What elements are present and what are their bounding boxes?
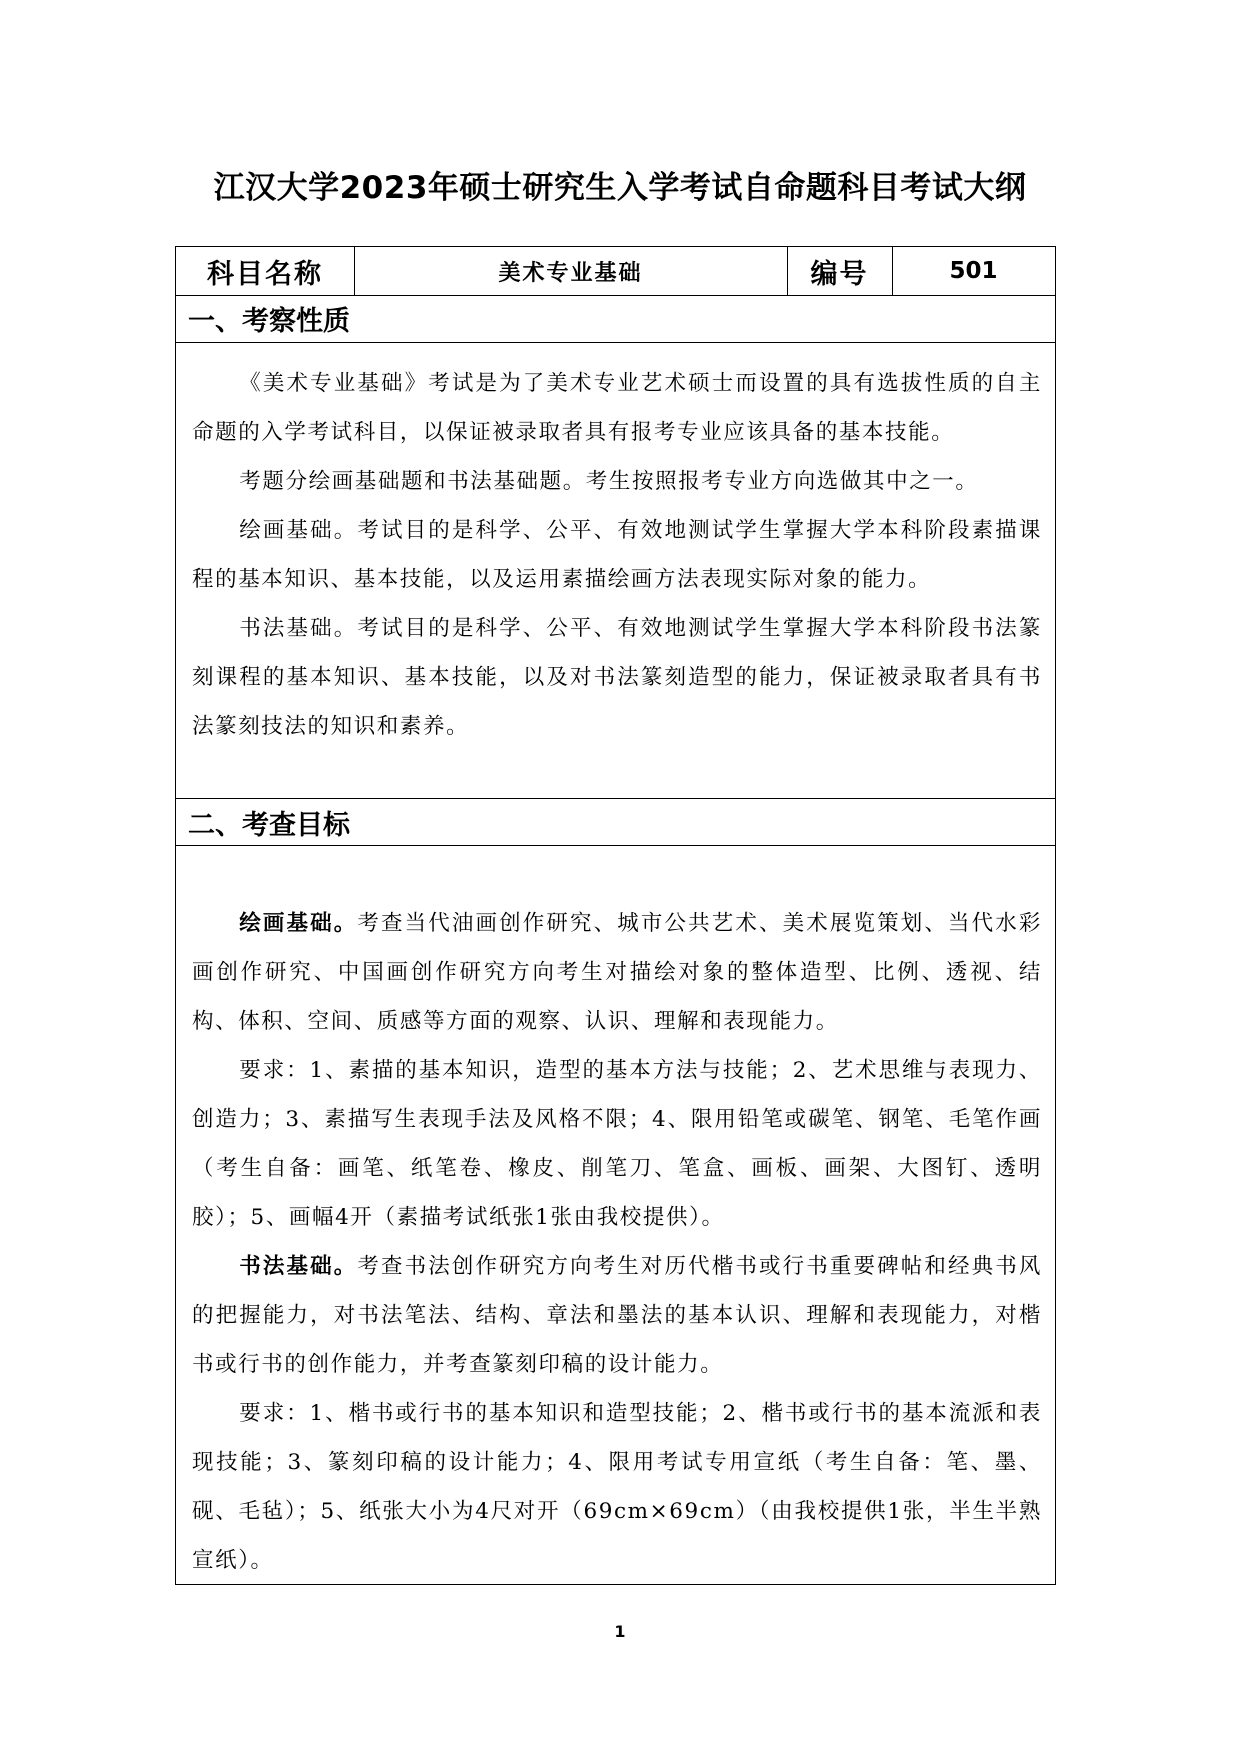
nature-paragraph-3: 绘画基础。考试目的是科学、公平、有效地测试学生掌握大学本科阶段素描课程的基本知识、基本技能，以及运用素描绘画方法表现实际对象的能力。 xyxy=(192,518,1042,592)
subject-row xyxy=(176,247,1055,295)
calligraphy-requirements: 要求：1、楷书或行书的基本知识和造型技能；2、楷书或行书的基本流派和表现技能；3、篆刻印稿的设计能力；4、限用考试专用宣纸（考生自备：笔、墨、砚、毛毡）；5、纸张大小为4尺对开（69cm×69cm）（由我校提供1张，半生半熟宣纸）。 xyxy=(192,1401,1042,1573)
painting-text: 考查当代油画创作研究、城市公共艺术、美术展览策划、当代水彩画创作研究、中国画创作研究方向考生对描绘对象的整体造型、比例、透视、结构、体积、空间、质感等方面的观察、认识、理解和表现能力。 xyxy=(192,911,1042,1034)
subject-label: 科目名称 xyxy=(207,258,323,290)
painting-lead: 绘画基础。 xyxy=(239,911,358,936)
calligraphy-paragraph xyxy=(192,1242,1042,1389)
subject-value: 美术专业基础 xyxy=(498,260,643,286)
nature-paragraph-1: 《美术专业基础》考试是为了美术专业艺术硕士而设置的具有选拔性质的自主命题的入学考试科目，以保证被录取者具有报考专业应该具备的基本技能。 xyxy=(192,371,1042,445)
code-value: 501 xyxy=(949,258,998,284)
row-divider xyxy=(176,845,1055,846)
row-divider xyxy=(176,342,1055,343)
section-heading-goals: 二、考查目标 xyxy=(188,810,350,841)
painting-requirements: 要求：1、素描的基本知识，造型的基本方法与技能；2、艺术思维与表现力、创造力；3、素描写生表现手法及风格不限；4、限用铅笔或碳笔、钢笔、毛笔作画（考生自备：画笔、纸笔卷、橡皮、削笔刀、笔盒、画板、画架、大图钉、透明胶）；5、画幅4开（素描考试纸张1张由我校提供）。 xyxy=(192,1058,1042,1230)
page-title: 江汉大学2023年硕士研究生入学考试自命题科目考试大纲 xyxy=(213,170,1027,206)
code-label: 编号 xyxy=(810,258,869,290)
nature-paragraph-4: 书法基础。考试目的是科学、公平、有效地测试学生掌握大学本科阶段书法篆刻课程的基本知识、基本技能，以及对书法篆刻造型的能力，保证被录取者具有书法篆刻技法的知识和素养。 xyxy=(192,616,1042,739)
row-divider xyxy=(176,295,1055,296)
page-number: 1 xyxy=(614,1622,626,1641)
section-heading-nature: 一、考察性质 xyxy=(188,306,350,337)
nature-paragraph-2: 考题分绘画基础题和书法基础题。考生按照报考专业方向选做其中之一。 xyxy=(239,469,979,494)
calligraphy-lead: 书法基础。 xyxy=(239,1254,358,1279)
calligraphy-text: 考查书法创作研究方向考生对历代楷书或行书重要碑帖和经典书风的把握能力，对书法笔法、结构、章法和墨法的基本认识、理解和表现能力，对楷书或行书的创作能力，并考查篆刻印稿的设计能力。 xyxy=(192,1254,1042,1377)
painting-paragraph xyxy=(192,899,1042,1046)
syllabus-table xyxy=(175,246,1056,1585)
row-divider xyxy=(176,798,1055,799)
